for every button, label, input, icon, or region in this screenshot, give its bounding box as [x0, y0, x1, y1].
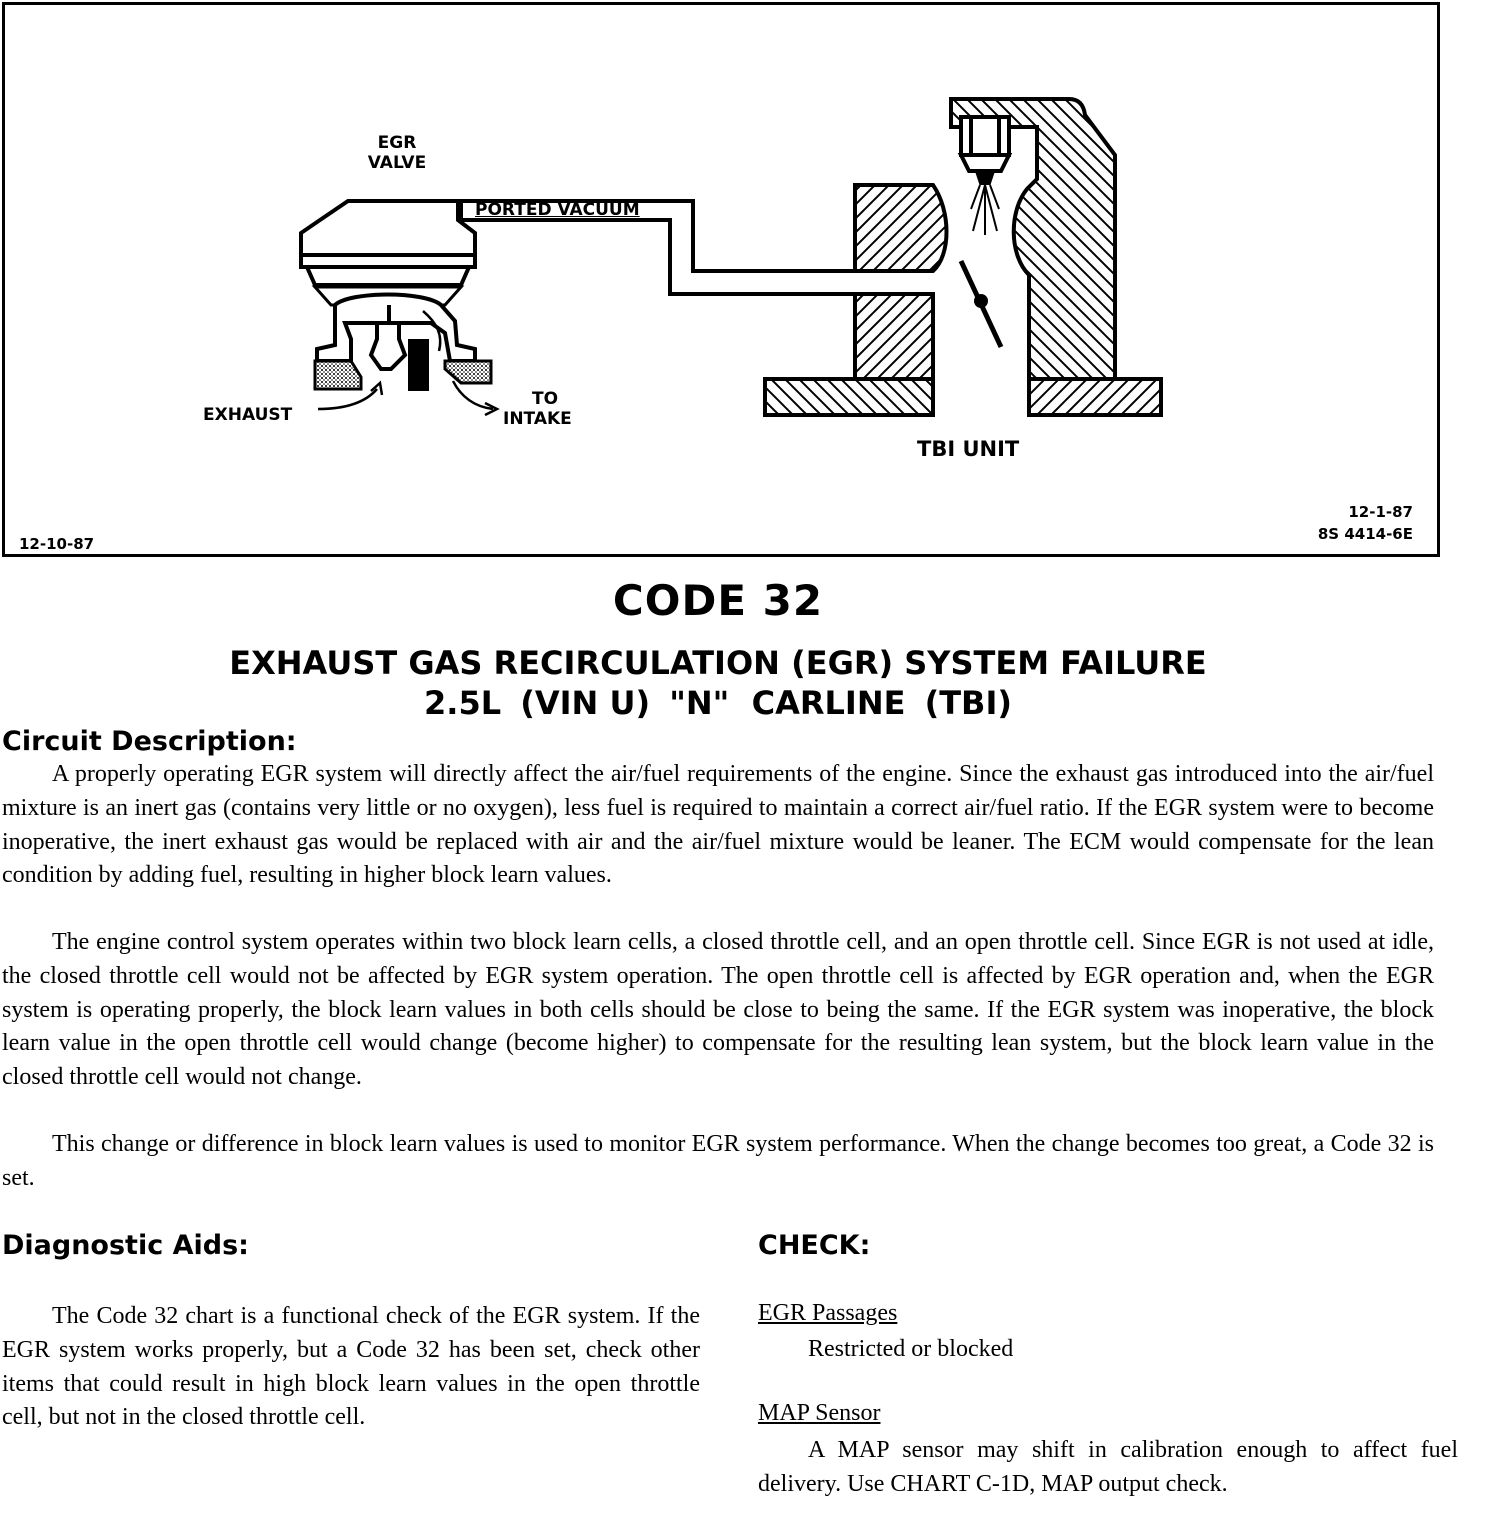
ported-vacuum-label: PORTED VACUUM [475, 200, 640, 220]
injector-spray [971, 185, 999, 235]
to-intake-label-2: INTAKE [503, 409, 572, 429]
check-item-map-sensor-text: A MAP sensor may shift in calibration enough to affect fuel delivery. Use CHART C-1D, MAP output check. [758, 1437, 1458, 1497]
egr-tbi-diagram [5, 5, 1437, 554]
figure-code: 8S 4414-6E [1317, 525, 1413, 543]
circuit-paragraph-1: A properly operating EGR system will directly affect the air/fuel requirements of the engine. Since the exhaust gas introduced into the air/fuel mixture is an inert gas (contains very little or no oxygen), less fuel is required to maintain a correct air/fuel ratio. If the EGR system were to become inoperative, the inert exhaust gas would be replaced with air and the air/fuel mixture would be leaner. The ECM would compensate for the lean condition by adding fuel, resulting in higher block learn values. [2, 761, 1434, 889]
exhaust-label: EXHAUST [203, 405, 293, 425]
page-title: CODE 32 [612, 576, 824, 625]
circuit-description-heading: Circuit Description: [2, 726, 297, 757]
check-item-egr-passages-title: EGR Passages [758, 1300, 898, 1326]
circuit-paragraph-2: The engine control system operates within two block learn cells, a closed throttle cell, and an open throttle cell. Since EGR is not used at idle, the closed throttle cell would not be affected by EGR system operation. The open throttle cell is affected by EGR operation and, when the EGR system is operating properly, the block learn values in both cells should be close to being the same. If the EGR system was inoperative, the block learn value in the open throttle cell would change (become higher) to compensate for the resulting lean system, but the block learn value in the closed throttle cell would not change. [2, 929, 1434, 1091]
figure-date-right: 12-1-87 [1348, 503, 1413, 521]
throttle-plate [961, 261, 1001, 347]
tbi-unit [765, 99, 1161, 415]
subtitle-line-1: EXHAUST GAS RECIRCULATION (EGR) SYSTEM FAILURE [229, 644, 1207, 682]
check-item-map-sensor-title: MAP Sensor [758, 1400, 881, 1426]
diagnostic-aids-heading: Diagnostic Aids: [2, 1230, 249, 1261]
check-heading: CHECK: [758, 1230, 871, 1261]
engine-size: 2.5L [424, 684, 502, 722]
carline: "N" CARLINE [669, 684, 906, 722]
tbi-unit-label: TBI UNIT [917, 437, 1020, 461]
circuit-paragraph-3: This change or difference in block learn values is used to monitor EGR system performance. When the change becomes too great, a Code 32 is set. [2, 1131, 1434, 1191]
figure-frame [2, 2, 1440, 557]
egr-valve-label: EGR [377, 133, 417, 153]
subtitle-line-2 [0, 684, 1436, 722]
figure-date-left: 12-10-87 [19, 535, 95, 553]
check-item-egr-passages-text: Restricted or blocked [808, 1336, 1014, 1362]
engine-type: (TBI) [924, 684, 1012, 722]
egr-valve [301, 201, 491, 389]
to-intake-label: TO [531, 389, 559, 409]
egr-valve-label-2: VALVE [367, 153, 427, 173]
diagnostic-aids-text: The Code 32 chart is a functional check of the EGR system. If the EGR system works properly, but a Code 32 has been set, check other items that could result in high block learn values in the open throttle cell, but not in the closed throttle cell. [2, 1303, 700, 1431]
vin-code: (VIN U) [520, 684, 651, 722]
